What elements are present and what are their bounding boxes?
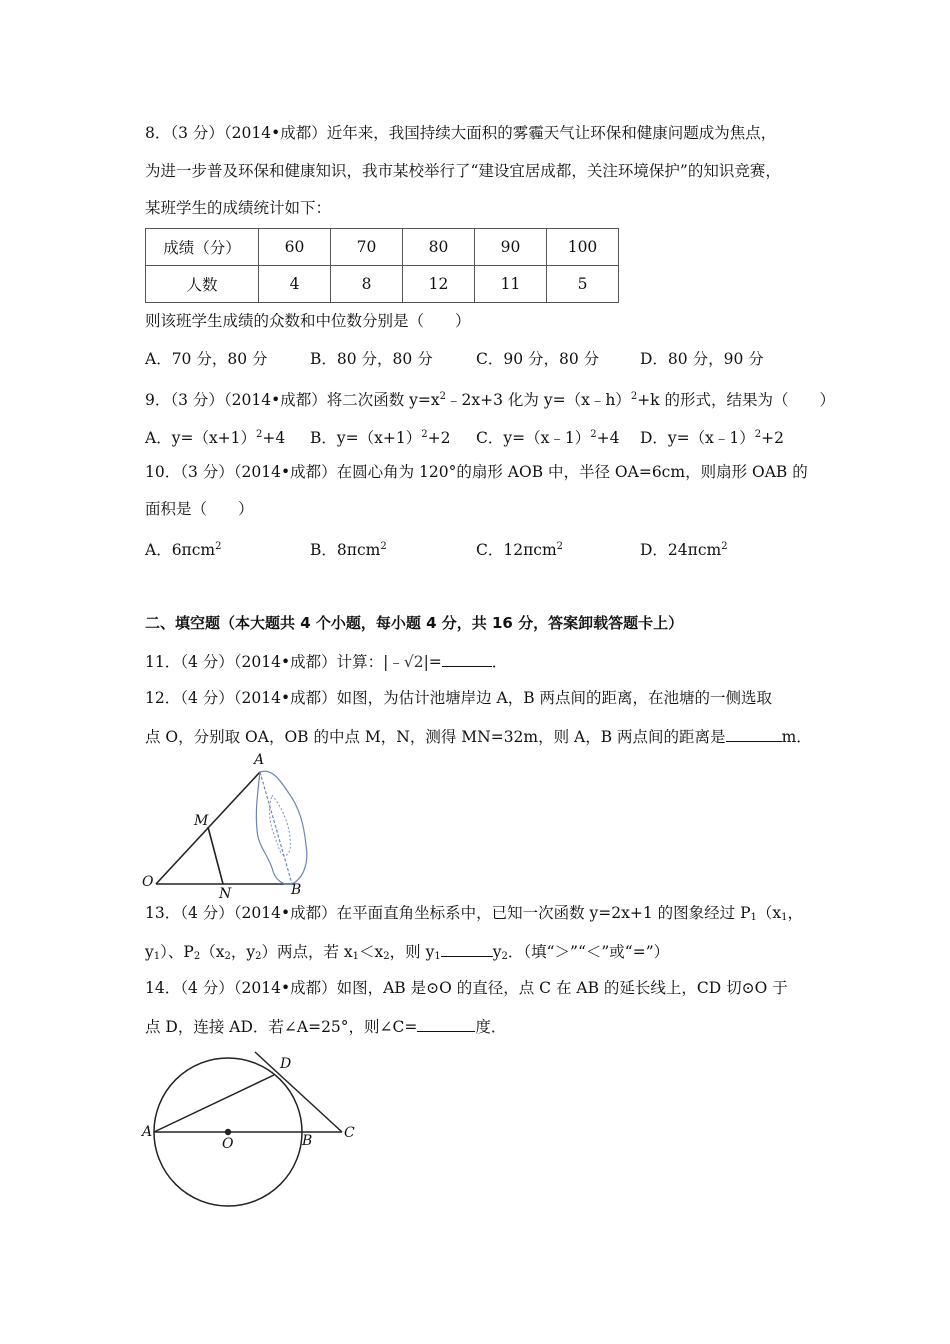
superscript: 2 [630, 391, 638, 402]
text: （x [200, 943, 225, 961]
q13-line1 [145, 903, 803, 928]
text: +2 [761, 429, 785, 447]
text: ）、P [160, 943, 194, 961]
text: y [492, 943, 502, 961]
segment-ab-dashed [260, 772, 292, 884]
subscript: 1 [750, 912, 757, 923]
q9-stem [145, 387, 835, 410]
text: A．y=（x+1） [145, 429, 257, 447]
text: +4 [596, 429, 620, 447]
text: ＜x [359, 943, 384, 961]
superscript: 2 [380, 541, 387, 552]
text: ，则 y [389, 943, 435, 961]
table-cell: 4 [259, 266, 331, 303]
q14-line1: 14．（4 分）（2014•成都）如图，AB 是⊙O 的直径，点 C 在 AB 的延长线上，CD 切⊙O 于 [145, 979, 788, 997]
text: B．8πcm [310, 541, 381, 559]
q8-option-d: D．80 分，90 分 [640, 350, 764, 368]
q9-option-a [145, 425, 285, 448]
text: ．（填“＞”“＜”或“=”） [507, 943, 670, 961]
table-cell: 90 [475, 229, 547, 266]
text: +2 [427, 429, 451, 447]
pond-outline [256, 771, 307, 884]
text: A．6πcm [145, 541, 216, 559]
superscript: 2 [421, 429, 428, 440]
text: B．y=（x+1） [310, 429, 422, 447]
text: ）两点，若 x [261, 943, 353, 961]
label-m: M [194, 813, 209, 829]
text: +k 的形式，结果为（ ） [637, 391, 835, 409]
table-cell: 70 [331, 229, 403, 266]
text: 点 D，连接 AD．若∠A=25°，则∠C= [145, 1018, 418, 1036]
table-cell: 5 [547, 266, 619, 303]
label-a: A [142, 1124, 153, 1140]
table-cell: 100 [547, 229, 619, 266]
text: 点 O，分别取 OA，OB 的中点 M，N，测得 MN=32m，则 A，B 两点间的距离是 [145, 728, 726, 746]
text: ，y [230, 943, 256, 961]
q12-line2 [145, 725, 812, 747]
center-dot [226, 1130, 231, 1135]
table-cell: 人数 [146, 266, 259, 303]
subscript: 1 [153, 951, 161, 962]
score-table [145, 228, 619, 303]
answer-blank [726, 725, 782, 742]
table-cell: 12 [403, 266, 475, 303]
subscript: 1 [434, 951, 441, 962]
superscript: 2 [439, 391, 447, 402]
q10-line1: 10．（3 分）（2014•成都）在圆心角为 120°的扇形 AOB 中，半径 OA=6cm，则扇形 OAB 的 [145, 463, 808, 481]
text: 13．（4 分）（2014•成都）在平面直角坐标系中，已知一次函数 y=2x+1 的图象经过 P [145, 904, 751, 922]
text: 9．（3 分）（2014•成都）将二次函数 y=x [145, 391, 440, 409]
answer-blank [442, 650, 492, 667]
text: D．y=（x﹣1） [640, 429, 755, 447]
label-c: C [344, 1125, 355, 1141]
text: 度． [475, 1018, 507, 1036]
superscript: 2 [256, 429, 263, 440]
q9-option-d [640, 425, 784, 448]
superscript: 2 [556, 541, 564, 552]
superscript: 2 [215, 541, 222, 552]
q10-option-c [476, 537, 563, 560]
circle-figure [154, 1052, 342, 1206]
text: ﹣2x+3 化为 y=（x﹣h） [446, 391, 631, 409]
q14-line2 [145, 1015, 506, 1037]
superscript: 2 [721, 541, 728, 552]
table-row [146, 266, 619, 303]
table-cell: 8 [331, 266, 403, 303]
label-n: N [219, 886, 232, 902]
label-d: D [280, 1056, 292, 1072]
subscript: 2 [224, 951, 231, 962]
tangent-cd [255, 1052, 342, 1132]
subscript: 2 [501, 951, 508, 962]
q9-option-c [476, 425, 619, 448]
q8-option-b: B．80 分，80 分 [310, 350, 433, 368]
section-heading: 二、填空题（本大题共 4 个小题，每小题 4 分，共 16 分，答案卸载答题卡上） [145, 614, 684, 632]
q12-line1: 12．（4 分）（2014•成都）如图，为估计池塘岸边 A，B 两点间的距离，在池塘的一侧选取 [145, 689, 773, 707]
q10-option-d [640, 537, 728, 560]
subscript: 2 [193, 951, 201, 962]
q8-question: 则该班学生成绩的众数和中位数分别是（ ） [145, 312, 471, 330]
circle-o [154, 1058, 302, 1206]
pond-inner [270, 795, 291, 855]
subscript: 2 [255, 951, 262, 962]
text: |= [423, 653, 442, 671]
text: +4 [262, 429, 286, 447]
label-o: O [222, 1136, 234, 1152]
subscript: 1 [352, 951, 360, 962]
q9-option-b [310, 425, 450, 448]
q13-line2 [145, 940, 669, 967]
segment-ad [154, 1075, 274, 1132]
answer-blank [417, 1015, 475, 1032]
superscript: 2 [590, 429, 597, 440]
text: C．y=（x﹣1） [476, 429, 591, 447]
pond-figure [156, 771, 307, 884]
text: （x [756, 904, 782, 922]
text: ． [491, 653, 508, 671]
text: y [145, 943, 154, 961]
q10-option-a [145, 537, 222, 560]
q10-option-b [310, 537, 387, 560]
table-cell: 11 [475, 266, 547, 303]
radical-sqrt2: √2 [403, 653, 424, 671]
q8-line1: 8．（3 分）（2014•成都）近年来，我国持续大面积的雾霾天气让环保和健康问题成为焦点， [145, 124, 777, 142]
table-cell: 60 [259, 229, 331, 266]
text: D．24πcm [640, 541, 722, 559]
segment-mn [208, 827, 223, 884]
text: m． [781, 728, 812, 746]
q8-line3: 某班学生的成绩统计如下： [145, 199, 332, 217]
table-cell: 80 [403, 229, 475, 266]
table-row [146, 229, 619, 266]
q10-line2: 面积是（ ） [145, 500, 254, 518]
q8-option-c: C．90 分，80 分 [476, 350, 600, 368]
table-cell: 成绩（分） [146, 229, 259, 266]
label-b: B [291, 882, 302, 898]
superscript: 2 [754, 429, 762, 440]
text: C．12πcm [476, 541, 557, 559]
subscript: 1 [781, 912, 788, 923]
label-a: A [254, 752, 265, 768]
text: 11．（4 分）（2014•成都）计算：|﹣ [145, 653, 404, 671]
label-b: B [302, 1133, 313, 1149]
text: ， [787, 904, 804, 922]
q11-stem [145, 650, 507, 672]
q8-option-a: A．70 分，80 分 [145, 350, 268, 368]
q8-line2: 为进一步普及环保和健康知识，我市某校举行了“建设宜居成都，关注环境保护”的知识竞赛， [145, 162, 781, 180]
label-o: O [142, 874, 154, 890]
subscript: 2 [383, 951, 390, 962]
answer-blank [441, 940, 493, 957]
